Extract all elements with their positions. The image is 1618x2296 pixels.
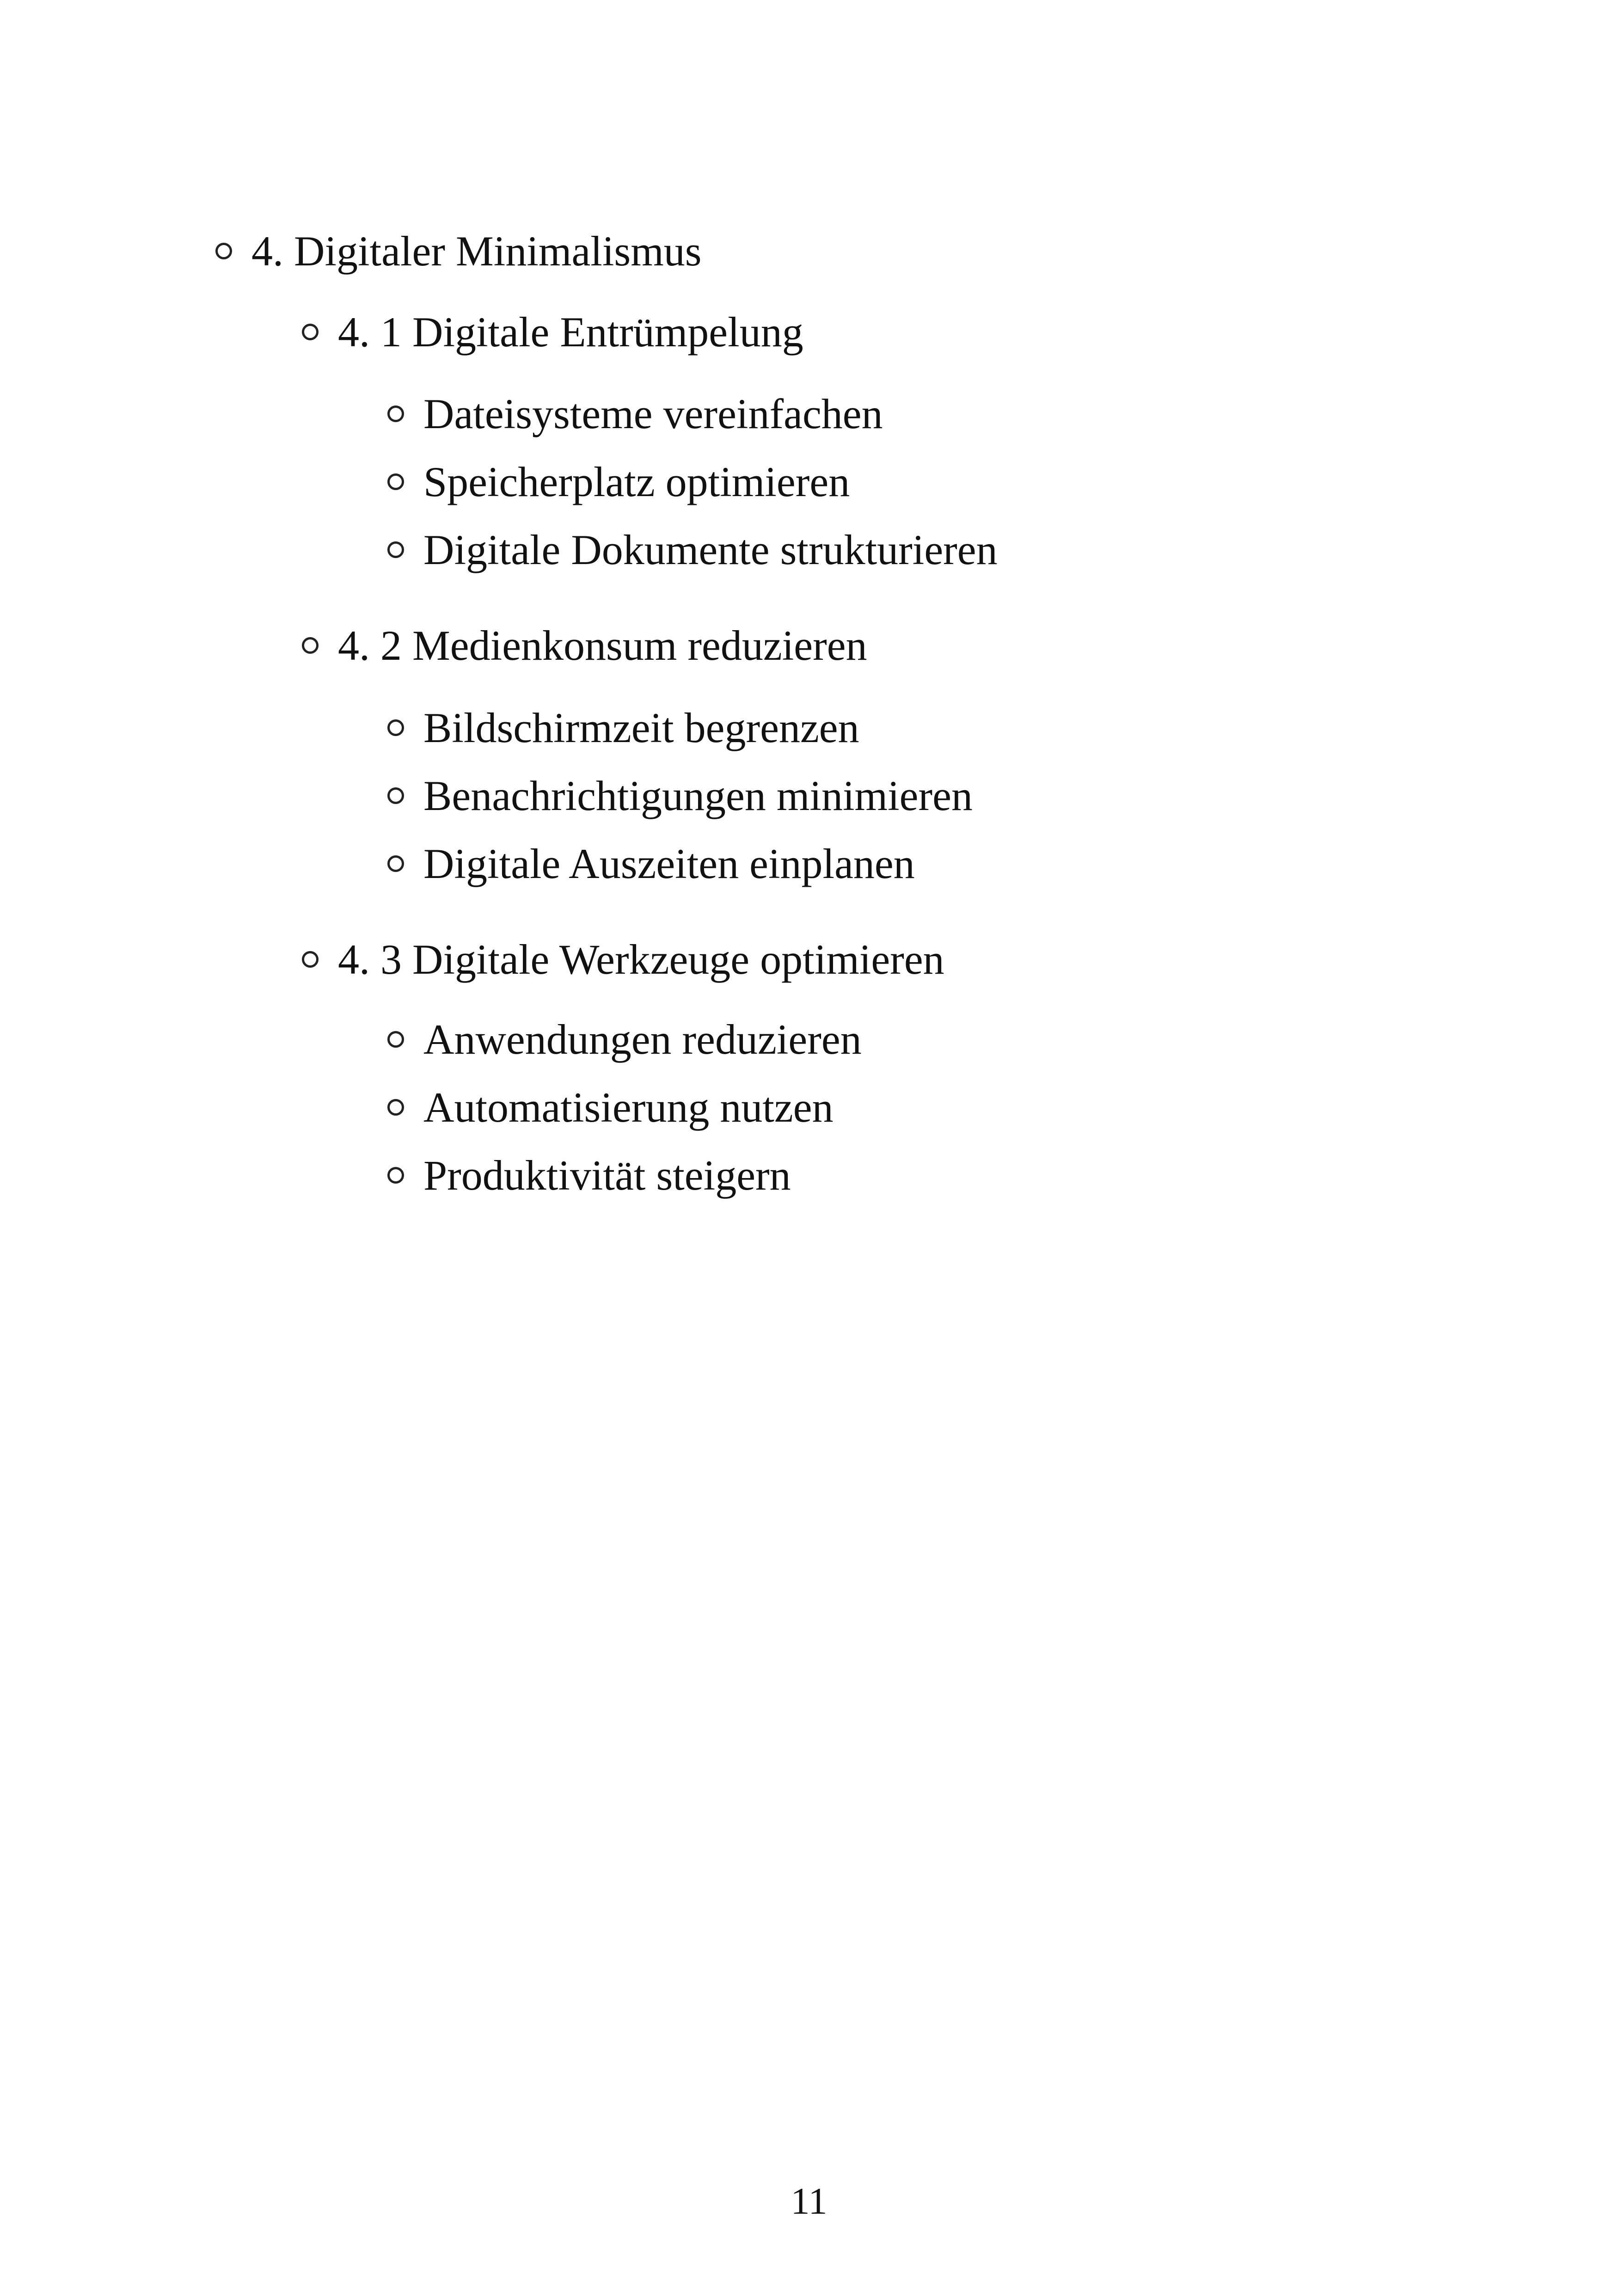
section-title-text: 4. 3 Digitale Werkzeuge optimieren (338, 936, 944, 983)
list-item-text: Speicherplatz optimieren (423, 458, 850, 505)
section-title (302, 308, 803, 356)
hollow-circle-bullet-icon (387, 1099, 404, 1116)
hollow-circle-bullet-icon (302, 637, 319, 654)
outline-heading-text: 4. Digitaler Minimalismus (251, 227, 702, 275)
list-item-text: Automatisierung nutzen (423, 1084, 834, 1131)
list-item-text: Bildschirmzeit begrenzen (423, 704, 859, 751)
section-title-text: 4. 1 Digitale Entrümpelung (338, 308, 803, 356)
hollow-circle-bullet-icon (387, 1031, 404, 1048)
hollow-circle-bullet-icon (387, 719, 404, 736)
section-title (302, 938, 944, 981)
hollow-circle-bullet-icon (387, 405, 404, 422)
list-item (387, 774, 973, 817)
hollow-circle-bullet-icon (387, 541, 404, 558)
list-item-text: Benachrichtigungen minimieren (423, 772, 973, 819)
list-item-text: Digitale Dokumente strukturieren (423, 526, 998, 573)
hollow-circle-bullet-icon (302, 951, 319, 968)
list-item (387, 1018, 862, 1061)
list-item (387, 528, 998, 571)
list-item-text: Produktivität steigern (423, 1152, 791, 1199)
list-item-text: Dateisysteme vereinfachen (423, 390, 883, 437)
section-title (302, 624, 867, 667)
hollow-circle-bullet-icon (215, 243, 232, 259)
hollow-circle-bullet-icon (302, 324, 319, 340)
list-item (387, 706, 859, 749)
hollow-circle-bullet-icon (387, 855, 404, 872)
page-number: 11 (791, 2180, 827, 2222)
list-item (387, 842, 915, 885)
hollow-circle-bullet-icon (387, 1167, 404, 1184)
list-item (387, 1154, 791, 1197)
list-item (387, 390, 883, 437)
hollow-circle-bullet-icon (387, 473, 404, 490)
hollow-circle-bullet-icon (387, 787, 404, 804)
section-title-text: 4. 2 Medienkonsum reduzieren (338, 622, 867, 669)
outline-heading (215, 227, 702, 275)
list-item (387, 460, 850, 503)
list-item-text: Anwendungen reduzieren (423, 1016, 862, 1063)
list-item-text: Digitale Auszeiten einplanen (423, 840, 915, 887)
list-item (387, 1086, 834, 1129)
